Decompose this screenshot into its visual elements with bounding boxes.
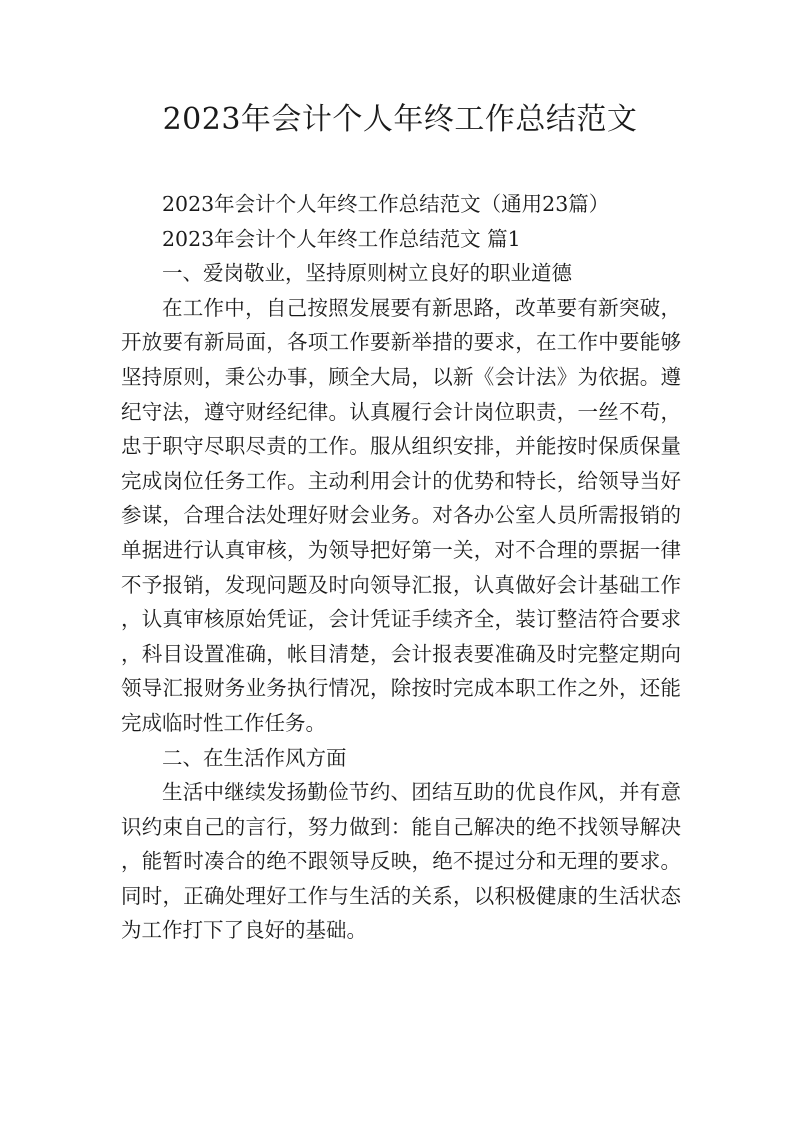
document-body [121, 187, 681, 948]
article-heading: 2023年会计个人年终工作总结范文 篇1 [162, 226, 521, 251]
document-title: 2023年会计个人年终工作总结范文 [162, 102, 638, 137]
section-heading-2: 二、在生活作风方面 [162, 745, 347, 770]
section-paragraph-2: 生活中继续发扬勤俭节约、团结互助的优良作风，并有意识约束自己的言行，努力做到：能自己解决的绝不找领导解决，能暂时凑合的绝不跟领导反映，绝不提过分和无理的要求。同时，正确处理好工作与生活的关系，以积极健康的生活状态为工作打下了良好的基础。 [121, 780, 681, 943]
section-heading-1: 一、爱岗敬业，坚持原则树立良好的职业道德 [162, 261, 572, 286]
section-paragraph-1: 在工作中，自己按照发展要有新思路，改革要有新突破，开放要有新局面，各项工作要新举措的要求，在工作中要能够坚持原则，秉公办事，顾全大局，以新《会计法》为依据。遵纪守法，遵守财经纪律。认真履行会计岗位职责，一丝不苟，忠于职守尽职尽责的工作。服从组织安排，并能按时保质保量完成岗位任务工作。主动利用会计的优势和特长，给领导当好参谋，合理合法处理好财会业务。对各办公室人员所需报销的单据进行认真审核，为领导把好第一关，对不合理的票据一律不予报销，发现问题及时向领导汇报，认真做好会计基础工作，认真审核原始凭证，会计凭证手续齐全，装订整洁符合要求，科目设置准确，帐目清楚，会计报表要准确及时完整定期向领导汇报财务业务执行情况，除按时完成本职工作之外，还能完成临时性工作任务。 [121, 295, 681, 735]
document-subtitle: 2023年会计个人年终工作总结范文（通用23篇） [162, 192, 610, 216]
